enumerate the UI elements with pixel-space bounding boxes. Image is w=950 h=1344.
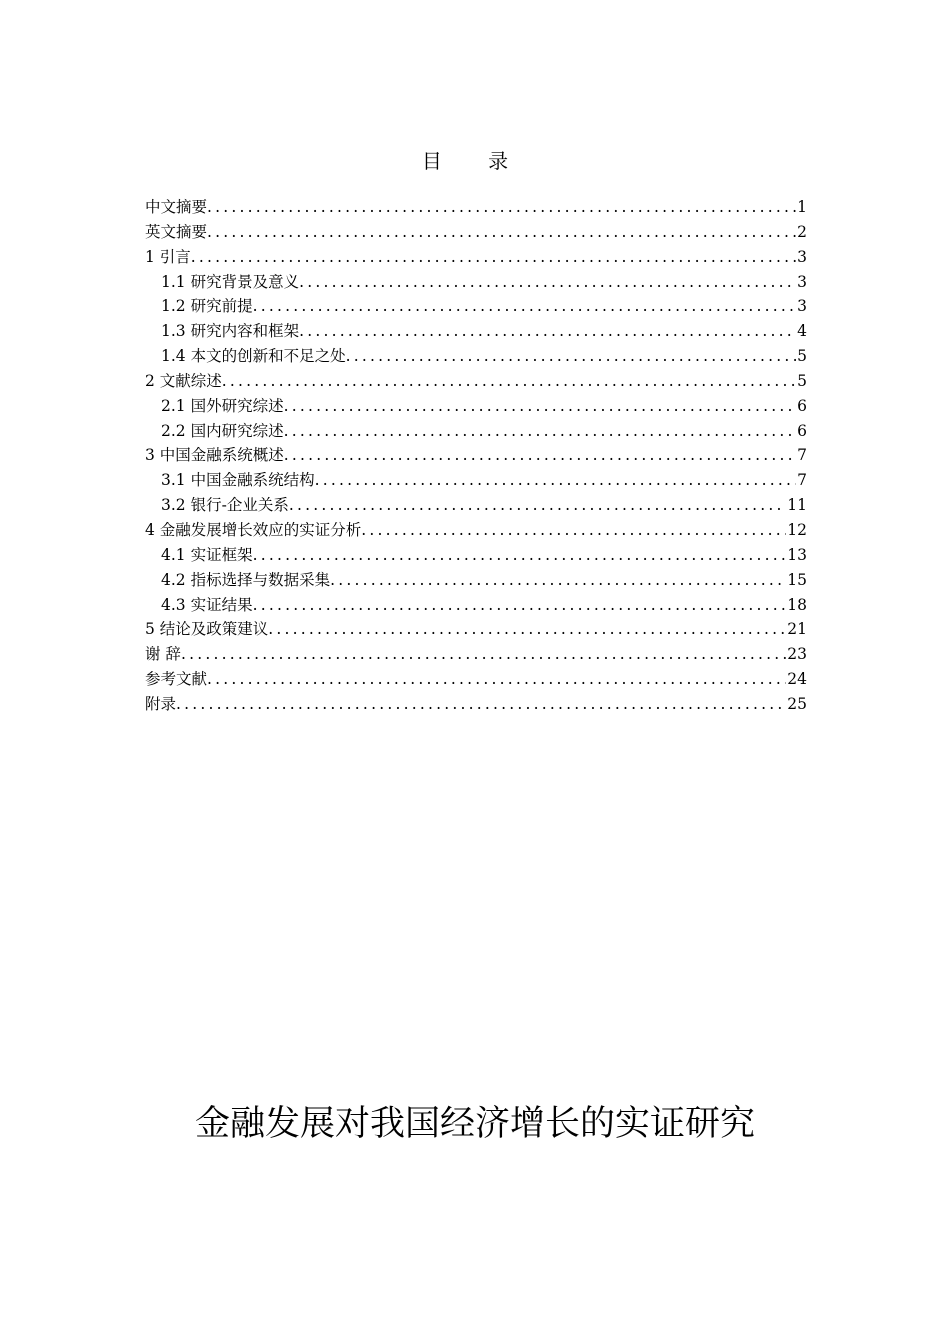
toc-entry-label: 5 结论及政策建议 bbox=[145, 620, 269, 639]
toc-entry[interactable] bbox=[145, 245, 807, 270]
toc-entry[interactable] bbox=[145, 443, 807, 468]
toc-entry-label: 4 金融发展增长效应的实证分析 bbox=[145, 520, 362, 539]
toc-entry-page-number: 12 bbox=[787, 520, 807, 539]
toc-entry-page-number: 5 bbox=[797, 347, 807, 366]
table-of-contents bbox=[145, 195, 807, 717]
toc-entry-page-number: 24 bbox=[787, 670, 807, 689]
toc-entry-label: 4.1 实证框架 bbox=[161, 545, 253, 564]
toc-entry-page-number: 13 bbox=[787, 545, 807, 564]
toc-entry-page-number: 5 bbox=[797, 371, 807, 390]
toc-entry-label: 参考文献 bbox=[145, 670, 208, 689]
toc-dot-leader bbox=[222, 372, 796, 390]
toc-entry-label: 中文摘要 bbox=[145, 198, 208, 216]
toc-dot-leader bbox=[361, 521, 786, 539]
toc-entry-label: 1.1 研究背景及意义 bbox=[161, 272, 300, 291]
toc-entry-page-number: 3 bbox=[797, 247, 807, 266]
toc-entry-label: 2.1 国外研究综述 bbox=[161, 396, 284, 415]
toc-dot-leader bbox=[289, 496, 786, 514]
toc-entry[interactable] bbox=[145, 593, 807, 618]
toc-entry-label: 3.1 中国金融系统结构 bbox=[161, 471, 315, 490]
toc-entry[interactable] bbox=[145, 493, 807, 518]
toc-dot-leader bbox=[315, 471, 797, 489]
toc-entry-page-number: 21 bbox=[787, 620, 807, 639]
toc-entry[interactable] bbox=[145, 195, 807, 220]
toc-entry[interactable] bbox=[145, 369, 807, 394]
toc-entry[interactable] bbox=[145, 220, 807, 245]
toc-title: 目 录 bbox=[421, 149, 529, 173]
toc-dot-leader bbox=[176, 695, 786, 713]
toc-entry[interactable] bbox=[145, 518, 807, 543]
toc-entry-label: 1 引言 bbox=[145, 247, 191, 266]
toc-entry[interactable] bbox=[145, 394, 807, 419]
toc-entry-page-number: 4 bbox=[797, 322, 807, 341]
toc-entry[interactable] bbox=[145, 642, 807, 667]
toc-dot-leader bbox=[253, 297, 797, 315]
toc-dot-leader bbox=[207, 670, 786, 688]
toc-entry-label: 2 文献综述 bbox=[145, 371, 222, 390]
toc-entry-page-number: 2 bbox=[797, 222, 807, 241]
toc-entry-label: 4.3 实证结果 bbox=[161, 595, 253, 614]
toc-dot-leader bbox=[181, 645, 786, 663]
toc-entry[interactable] bbox=[145, 270, 807, 295]
toc-dot-leader bbox=[207, 223, 796, 241]
toc-entry[interactable] bbox=[145, 568, 807, 593]
toc-entry-page-number: 23 bbox=[787, 645, 807, 664]
toc-entry[interactable] bbox=[145, 692, 807, 717]
toc-dot-leader bbox=[284, 446, 796, 464]
toc-entry-label: 1.3 研究内容和框架 bbox=[161, 322, 300, 341]
toc-entry-label: 英文摘要 bbox=[145, 222, 208, 241]
toc-entry-page-number: 7 bbox=[797, 446, 807, 465]
toc-entry-label: 3 中国金融系统概述 bbox=[145, 446, 284, 465]
toc-dot-leader bbox=[268, 620, 786, 638]
document-title: 金融发展对我国经济增长的实证研究 bbox=[194, 1104, 755, 1144]
toc-entry-page-number: 18 bbox=[787, 595, 807, 614]
toc-entry-label: 1.4 本文的创新和不足之处 bbox=[161, 347, 346, 366]
toc-dot-leader bbox=[253, 546, 787, 564]
toc-entry-label: 谢 辞 bbox=[145, 645, 181, 664]
toc-entry-label: 3.2 银行-企业关系 bbox=[161, 496, 289, 515]
toc-entry[interactable] bbox=[145, 617, 807, 642]
toc-dot-leader bbox=[207, 198, 796, 216]
toc-entry[interactable] bbox=[145, 543, 807, 568]
toc-dot-leader bbox=[191, 248, 796, 266]
toc-entry-label: 2.2 国内研究综述 bbox=[161, 421, 284, 440]
toc-entry-page-number: 15 bbox=[787, 570, 807, 589]
toc-entry-label: 1.2 研究前提 bbox=[161, 297, 253, 316]
toc-dot-leader bbox=[299, 273, 796, 291]
toc-entry[interactable] bbox=[145, 468, 807, 493]
toc-entry-page-number: 6 bbox=[797, 396, 807, 415]
toc-dot-leader bbox=[284, 397, 797, 415]
toc-entry-page-number: 11 bbox=[787, 496, 807, 515]
toc-entry-page-number: 7 bbox=[797, 471, 807, 490]
toc-dot-leader bbox=[346, 347, 797, 365]
toc-entry-page-number: 3 bbox=[797, 272, 807, 291]
toc-dot-leader bbox=[330, 571, 786, 589]
toc-entry-label: 4.2 指标选择与数据采集 bbox=[161, 570, 331, 589]
toc-entry[interactable] bbox=[145, 294, 807, 319]
toc-entry-label: 附录 bbox=[145, 694, 177, 713]
toc-entry-page-number: 3 bbox=[797, 297, 807, 316]
toc-entry-page-number: 6 bbox=[797, 421, 807, 440]
toc-entry[interactable] bbox=[145, 667, 807, 692]
toc-dot-leader bbox=[284, 422, 797, 440]
toc-dot-leader bbox=[253, 596, 787, 614]
toc-entry-page-number: 1 bbox=[797, 198, 807, 216]
toc-dot-leader bbox=[299, 322, 796, 340]
toc-entry[interactable] bbox=[145, 419, 807, 444]
toc-entry[interactable] bbox=[145, 344, 807, 369]
toc-entry-page-number: 25 bbox=[787, 694, 807, 713]
toc-entry[interactable] bbox=[145, 319, 807, 344]
